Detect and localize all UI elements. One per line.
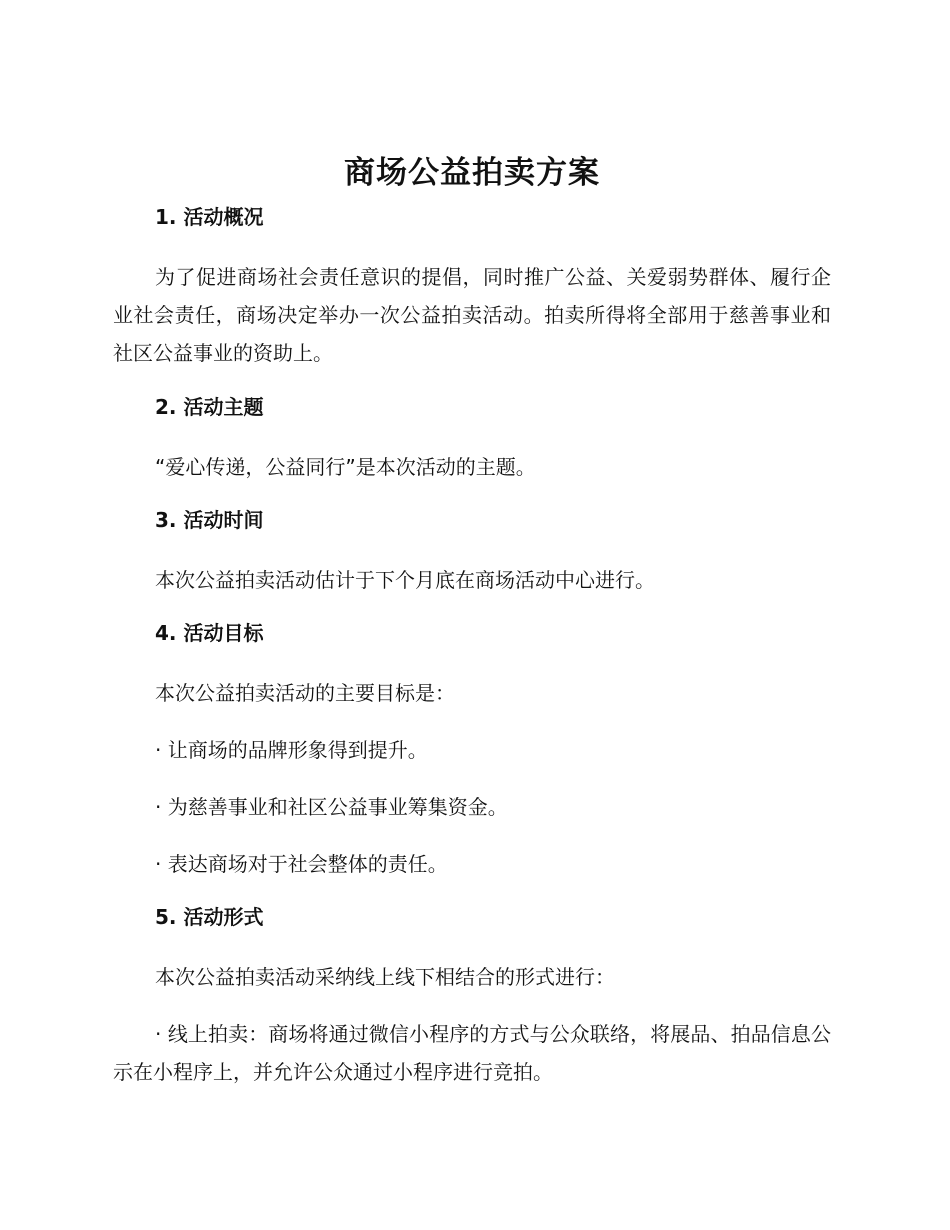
format-online-bullet: · 线上拍卖：商场将通过微信小程序的方式与公众联络，将展品、拍品信息公示在小程序上，并允许公众通过小程序进行竞拍。 [113, 1022, 831, 1084]
section-heading-goals: 4. 活动目标 [155, 621, 264, 645]
format-intro-paragraph: 本次公益拍卖活动采纳线上线下相结合的形式进行： [155, 965, 615, 989]
section-heading-overview: 1. 活动概况 [155, 205, 264, 229]
goal-bullet-brand: · 让商场的品牌形象得到提升。 [155, 738, 428, 762]
theme-paragraph: “爱心传递，公益同行”是本次活动的主题。 [155, 455, 536, 479]
section-overview [113, 202, 831, 372]
time-paragraph: 本次公益拍卖活动估计于下个月底在商场活动中心进行。 [155, 568, 655, 592]
document-title: 商场公益拍卖方案 [344, 155, 600, 191]
section-heading-format: 5. 活动形式 [155, 905, 264, 929]
section-goals [113, 618, 831, 883]
goal-bullet-funds: · 为慈善事业和社区公益事业筹集资金。 [155, 795, 508, 819]
document-page [113, 148, 831, 1111]
section-format [113, 902, 831, 1091]
goal-bullet-responsibility: · 表达商场对于社会整体的责任。 [155, 852, 448, 876]
section-heading-time: 3. 活动时间 [155, 508, 264, 532]
overview-paragraph: 为了促进商场社会责任意识的提倡，同时推广公益、关爱弱势群体、履行企业社会责任，商场决定举办一次公益拍卖活动。拍卖所得将全部用于慈善事业和社区公益事业的资助上。 [113, 265, 831, 365]
goals-intro-paragraph: 本次公益拍卖活动的主要目标是： [155, 681, 455, 705]
section-time [113, 505, 831, 599]
section-theme [113, 392, 831, 486]
section-heading-theme: 2. 活动主题 [155, 395, 264, 419]
